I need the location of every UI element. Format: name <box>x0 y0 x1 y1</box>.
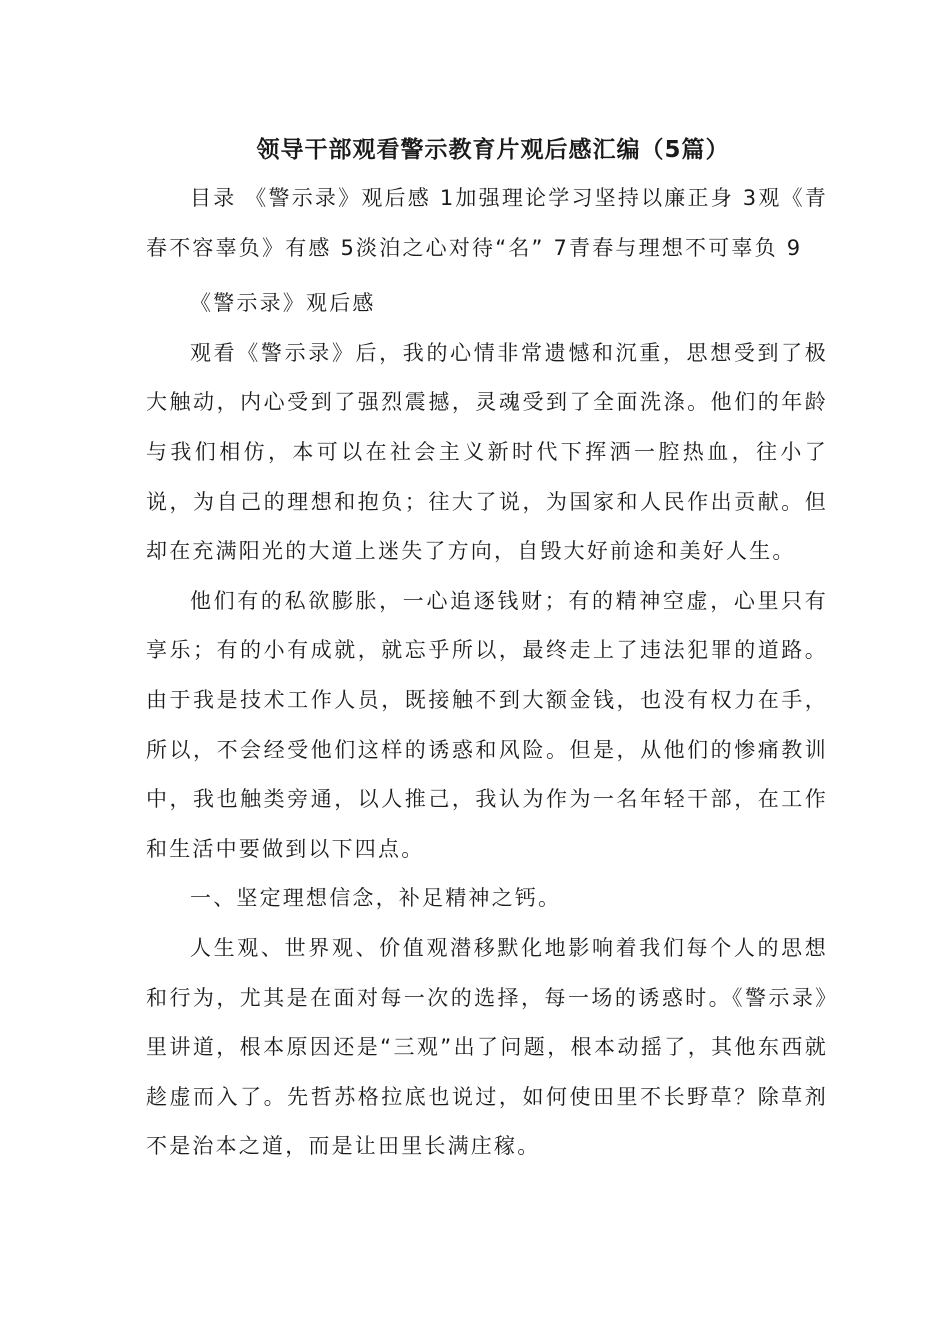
body-paragraph-3: 人生观、世界观、价值观潜移默化地影响着我们每个人的思想和行为，尤其是在面对每一次的选择，每一场的诱惑时。《警示录》里讲道，根本原因还是“三观”出了问题，根本动摇了，其他东西就趁虚而入了。先哲苏格拉底也说过，如何使田里不长野草？除草剂不是治本之道，而是让田里长满庄稼。 <box>146 935 828 1159</box>
document-page <box>146 128 828 1172</box>
body-paragraph-1: 观看《警示录》后，我的心情非常遗憾和沉重，思想受到了极大触动，内心受到了强烈震撼，灵魂受到了全面洗涤。他们的年龄与我们相仿，本可以在社会主义新时代下挥洒一腔热血，往小了说，为自己的理想和抱负；往大了说，为国家和人民作出贡献。但却在充满阳光的大道上迷失了方向，自毁大好前途和美好人生。 <box>146 340 828 564</box>
section-title: 《警示录》观后感 <box>190 291 376 316</box>
body-paragraph-2: 他们有的私欲膨胀，一心追逐钱财；有的精神空虚，心里只有享乐；有的小有成就，就忘乎所以，最终走上了违法犯罪的道路。由于我是技术工作人员，既接触不到大额金钱，也没有权力在手，所以，不会经受他们这样的诱惑和风险。但是，从他们的惨痛教训中，我也触类旁通，以人推己，我认为作为一名年轻干部，在工作和生活中要做到以下四点。 <box>146 588 828 861</box>
table-of-contents: 目录 《警示录》观后感 1加强理论学习坚持以廉正身 3观《青春不容辜负》有感 5淡泊之心对待“名” 7青春与理想不可辜负 9 <box>146 186 828 260</box>
document-title: 领导干部观看警示教育片观后感汇编（5篇） <box>256 137 730 163</box>
subheading-1: 一、坚定理想信念，补足精神之钙。 <box>190 886 562 911</box>
